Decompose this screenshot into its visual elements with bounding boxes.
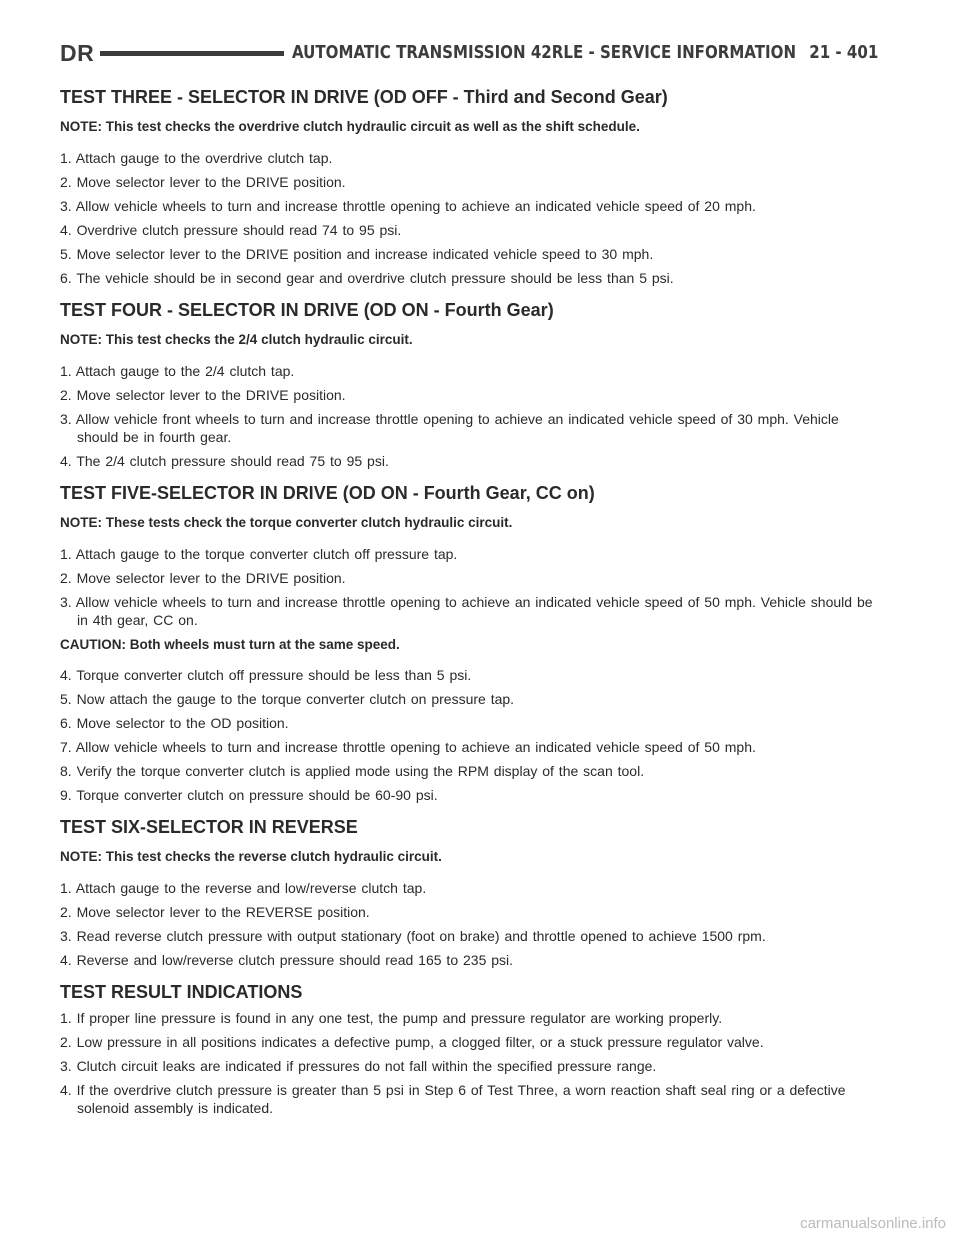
step-item: 2. Low pressure in all positions indicates a defective pump, a clogged filter, or a stuck pressure regulator valve. — [60, 1034, 764, 1050]
watermark-link[interactable]: carmanualsonline.info — [800, 1215, 946, 1232]
step-item: 4. Overdrive clutch pressure should read 74 to 95 psi. — [60, 222, 402, 238]
step-list — [60, 879, 880, 969]
step-item: 5. Now attach the gauge to the torque converter clutch on pressure tap. — [60, 691, 515, 707]
section-test-three — [60, 86, 880, 287]
section-test-five — [60, 482, 880, 804]
note: NOTE: This test checks the reverse clutch hydraulic circuit. — [60, 849, 442, 864]
header-model-code: DR — [60, 39, 95, 66]
step-item: 1. Attach gauge to the 2/4 clutch tap. — [60, 363, 295, 379]
step-item: 2. Move selector lever to the DRIVE position. — [60, 570, 346, 586]
step-item: 4. Reverse and low/reverse clutch pressure should read 165 to 235 psi. — [60, 952, 514, 968]
note: NOTE: This test checks the 2/4 clutch hydraulic circuit. — [60, 332, 413, 347]
step-item: 1. If proper line pressure is found in any one test, the pump and pressure regulator are working properly. — [60, 1010, 723, 1026]
step-item: 1. Attach gauge to the reverse and low/reverse clutch tap. — [60, 880, 427, 896]
step-item: 4. The 2/4 clutch pressure should read 75 to 95 psi. — [60, 453, 389, 469]
document-body — [60, 86, 880, 1129]
step-item: 1. Attach gauge to the torque converter clutch off pressure tap. — [60, 546, 458, 562]
step-item: 9. Torque converter clutch on pressure should be 60-90 psi. — [60, 787, 438, 803]
step-item: 3. Allow vehicle wheels to turn and increase throttle opening to achieve an indicated vehicle speed of 50 mph. Vehicle should be in 4th gear, CC on. — [60, 594, 873, 628]
step-item: 3. Read reverse clutch pressure with output stationary (foot on brake) and throttle opened to achieve 1500 rpm. — [60, 928, 766, 944]
note: NOTE: These tests check the torque converter clutch hydraulic circuit. — [60, 515, 513, 530]
step-item: 6. The vehicle should be in second gear and overdrive clutch pressure should be less than 5 psi. — [60, 270, 674, 286]
step-list — [60, 149, 880, 287]
section-test-result-indications — [60, 981, 880, 1117]
step-item: 7. Allow vehicle wheels to turn and increase throttle opening to achieve an indicated vehicle speed of 50 mph. — [60, 739, 756, 755]
step-item: 3. Allow vehicle front wheels to turn and increase throttle opening to achieve an indicated vehicle speed of 30 mph. Vehicle should be in fourth gear. — [60, 411, 839, 445]
step-item: 5. Move selector lever to the DRIVE position and increase indicated vehicle speed to 30 mph. — [60, 246, 654, 262]
section-test-four — [60, 299, 880, 470]
header-title: AUTOMATIC TRANSMISSION 42RLE - SERVICE INFORMATION — [291, 43, 796, 63]
step-item: 4. If the overdrive clutch pressure is greater than 5 psi in Step 6 of Test Three, a worn reaction shaft seal ring or a defective solenoid assembly is indicated. — [60, 1082, 846, 1116]
section-heading: TEST RESULT INDICATIONS — [60, 982, 303, 1002]
note: NOTE: This test checks the overdrive clutch hydraulic circuit as well as the shift schedule. — [60, 119, 640, 134]
step-item: 2. Move selector lever to the REVERSE position. — [60, 904, 370, 920]
section-test-six — [60, 816, 880, 969]
step-list — [60, 666, 880, 804]
section-heading: TEST SIX-SELECTOR IN REVERSE — [60, 817, 358, 837]
step-item: 3. Allow vehicle wheels to turn and increase throttle opening to achieve an indicated vehicle speed of 20 mph. — [60, 198, 756, 214]
header-page-number: 21 - 401 — [808, 43, 878, 63]
section-heading: TEST FOUR - SELECTOR IN DRIVE (OD ON - Fourth Gear) — [60, 300, 554, 320]
step-list — [60, 1009, 880, 1117]
section-heading: TEST THREE - SELECTOR IN DRIVE (OD OFF - Third and Second Gear) — [60, 87, 668, 107]
step-item: 1. Attach gauge to the overdrive clutch tap. — [60, 150, 333, 166]
step-item: 4. Torque converter clutch off pressure should be less than 5 psi. — [60, 667, 472, 683]
section-heading: TEST FIVE-SELECTOR IN DRIVE (OD ON - Fourth Gear, CC on) — [60, 483, 595, 503]
step-item: 6. Move selector to the OD position. — [60, 715, 289, 731]
step-item: 8. Verify the torque converter clutch is applied mode using the RPM display of the scan tool. — [60, 763, 645, 779]
header-rule — [100, 51, 284, 56]
step-list — [60, 545, 880, 629]
step-item: 3. Clutch circuit leaks are indicated if pressures do not fall within the specified pressure range. — [60, 1058, 657, 1074]
step-list — [60, 362, 880, 470]
step-item: 2. Move selector lever to the DRIVE position. — [60, 387, 346, 403]
caution: CAUTION: Both wheels must turn at the same speed. — [60, 637, 400, 652]
page-header — [60, 38, 878, 68]
step-item: 2. Move selector lever to the DRIVE position. — [60, 174, 346, 190]
